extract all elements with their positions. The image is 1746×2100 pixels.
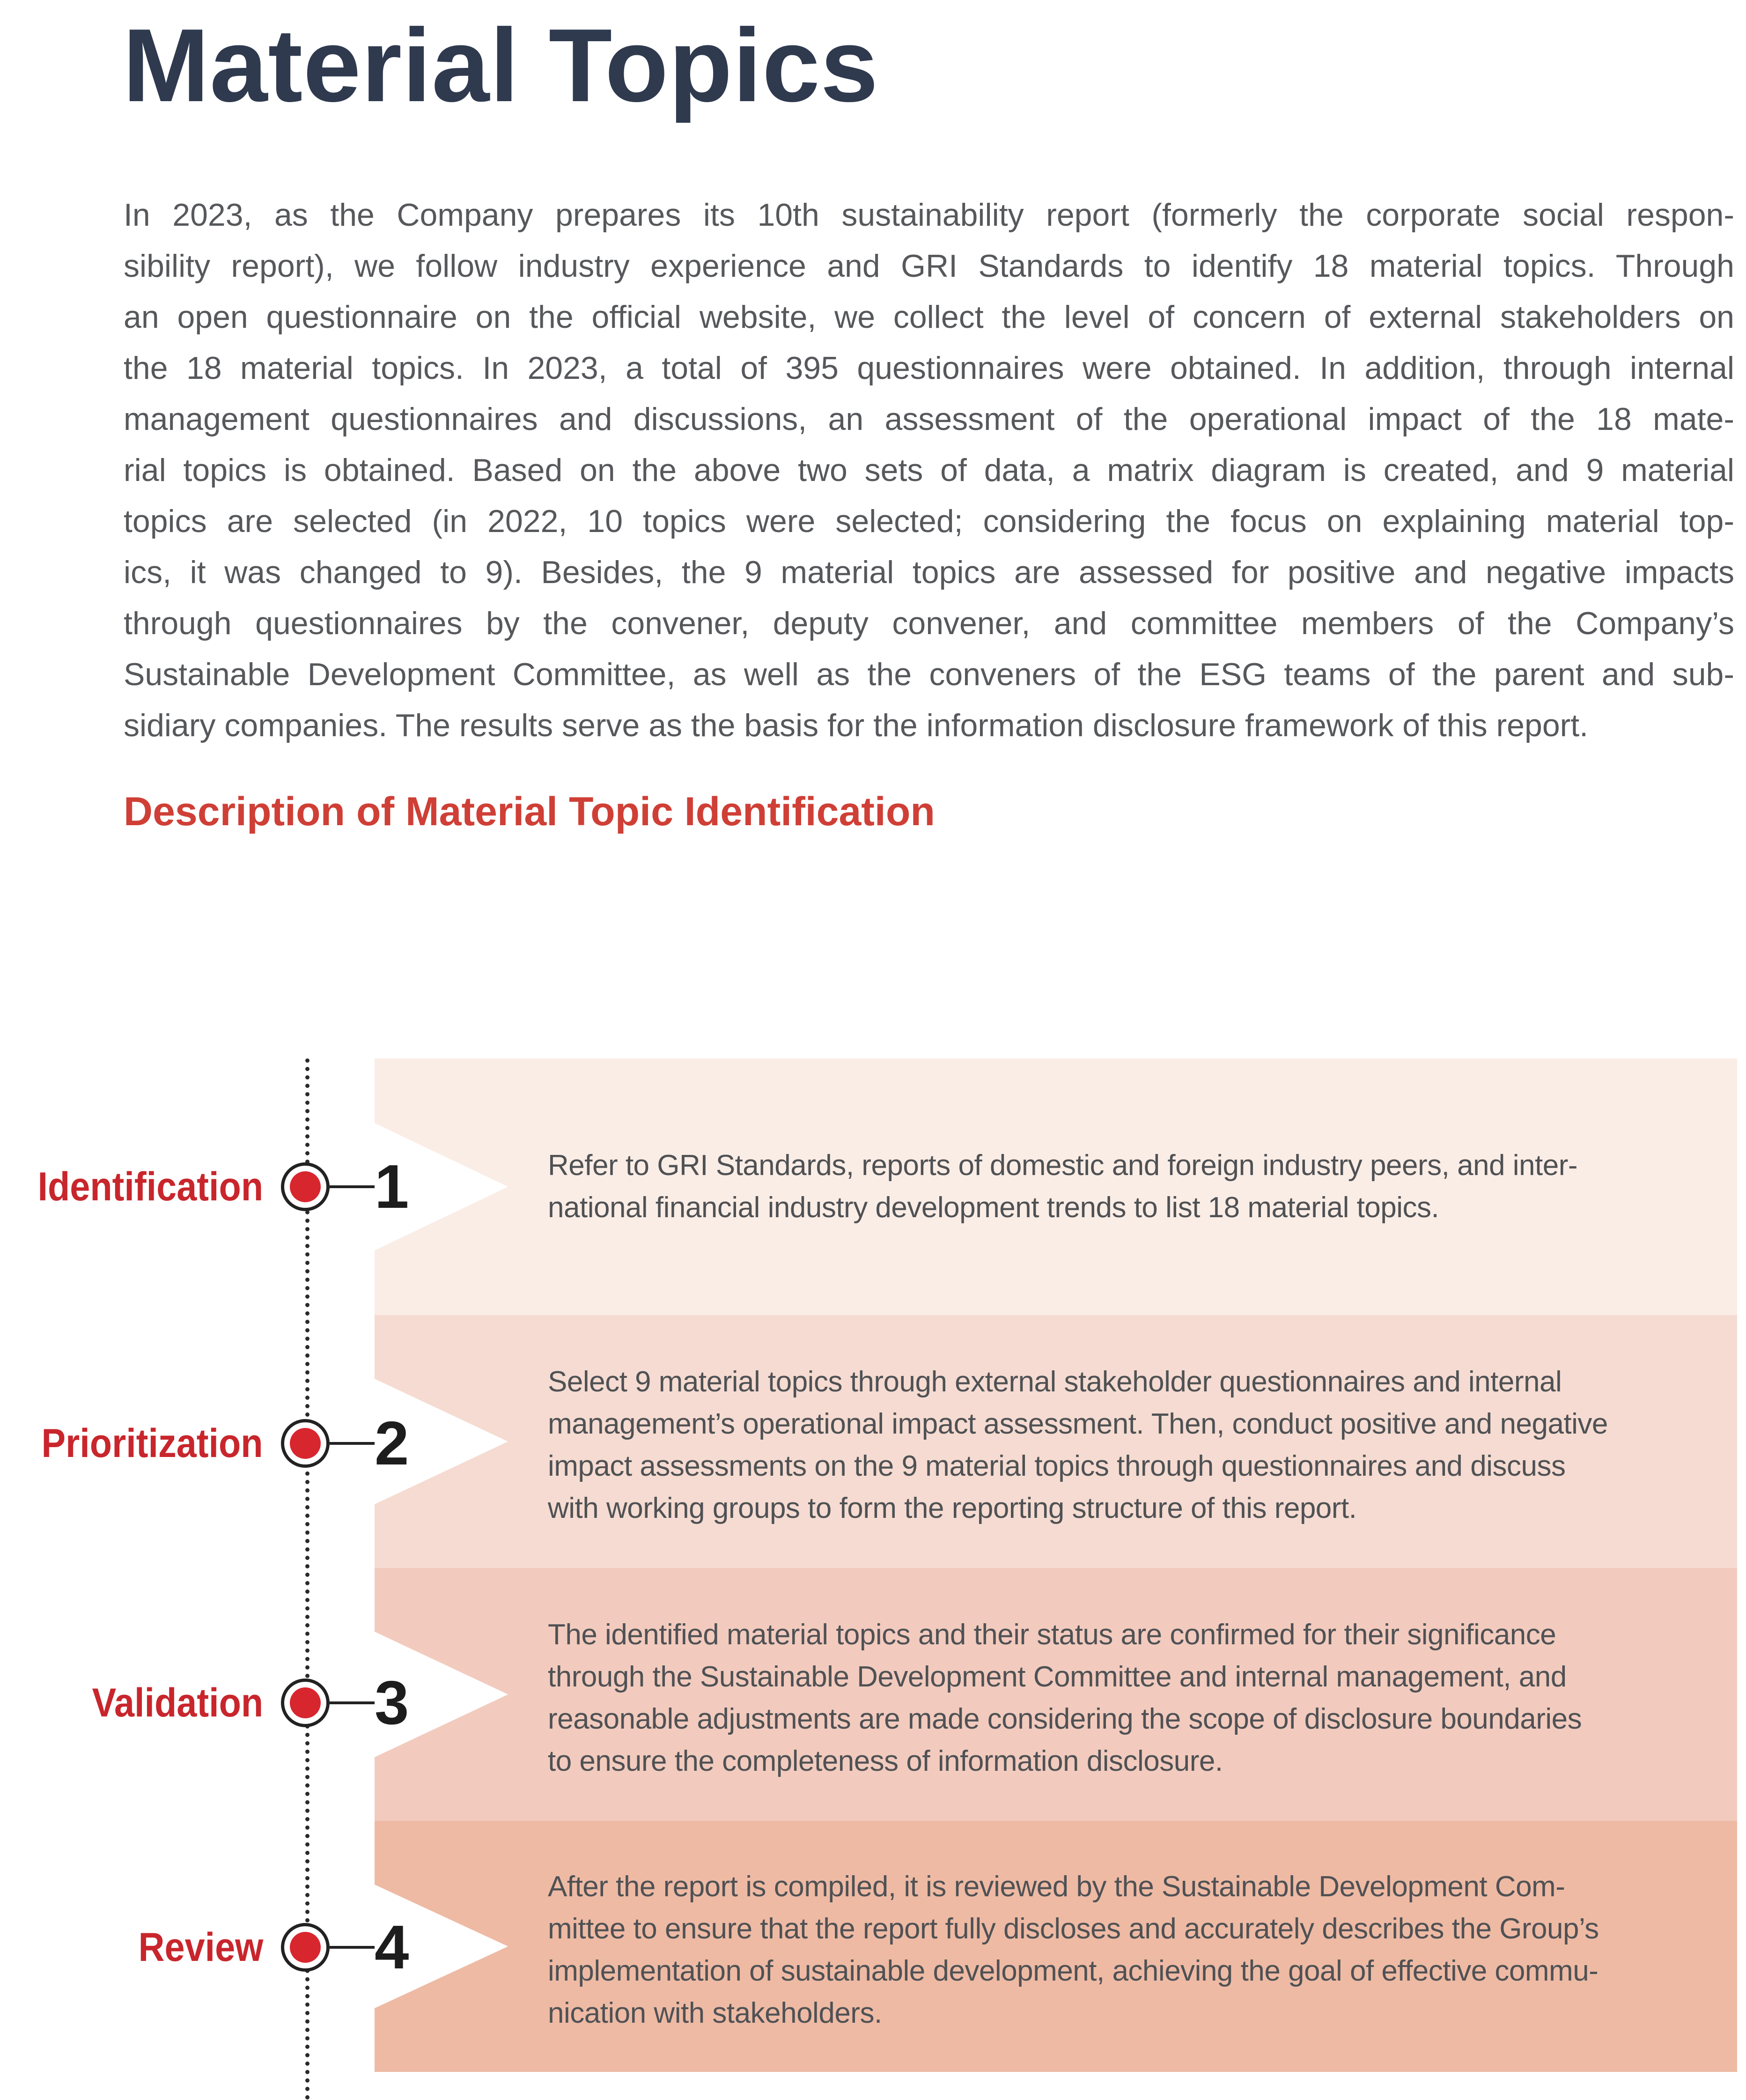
step-description-line: management’s operational impact assessment. Then, conduct positive and negative	[548, 1408, 1608, 1440]
marker-connector	[330, 1442, 375, 1445]
step-description-line: Refer to GRI Standards, reports of domestic and foreign industry peers, and inter-	[548, 1149, 1577, 1182]
step-description-line: Select 9 material topics through external stakeholder questionnaires and internal	[548, 1366, 1562, 1398]
step-description-line: with working groups to form the reporting structure of this report.	[548, 1492, 1357, 1524]
intro-line: rial topics is obtained. Based on the above two sets of data, a matrix diagram is created, and 9 material	[124, 452, 1734, 488]
step-description-line: nication with stakeholders.	[548, 1997, 882, 2029]
step-description	[548, 1361, 1700, 1530]
step-description	[548, 1614, 1700, 1782]
step-description-line: The identified material topics and their status are confirmed for their significance	[548, 1619, 1556, 1651]
marker-connector	[330, 1185, 375, 1188]
intro-line: sidiary companies. The results serve as the basis for the information disclosure framework of this report.	[124, 708, 1589, 743]
step-number: 2	[375, 1409, 409, 1478]
step-description-line: national financial industry development trends to list 18 material topics.	[548, 1191, 1439, 1224]
intro-line: sibility report), we follow industry experience and GRI Standards to identify 18 material topics. Through	[124, 248, 1734, 284]
intro-line: the 18 material topics. In 2023, a total of 395 questionnaires were obtained. In addition, through internal	[124, 350, 1734, 386]
section-subheading: Description of Material Topic Identification	[124, 789, 935, 834]
intro-paragraph	[124, 190, 1734, 751]
marker-dot	[290, 1428, 321, 1459]
timeline-marker	[281, 1679, 330, 1727]
marker-dot	[290, 1932, 321, 1963]
step-description-line: to ensure the completeness of information disclosure.	[548, 1745, 1223, 1777]
stage-label-prioritization: Prioritization	[41, 1421, 263, 1466]
page-title: Material Topics	[123, 7, 879, 124]
step-number: 1	[375, 1152, 409, 1221]
timeline-marker	[281, 1419, 330, 1468]
intro-line: an open questionnaire on the official website, we collect the level of concern of external stakeholders on	[124, 299, 1734, 335]
marker-connector	[330, 1701, 375, 1704]
step-band-review	[375, 1821, 1737, 2072]
step-band-prioritization	[375, 1315, 1737, 1568]
timeline-marker	[281, 1162, 330, 1211]
step-description-line: After the report is compiled, it is reviewed by the Sustainable Development Com-	[548, 1871, 1565, 1903]
stage-label-review: Review	[138, 1925, 263, 1970]
timeline-marker	[281, 1923, 330, 1972]
step-description-line: implementation of sustainable development, achieving the goal of effective commu-	[548, 1955, 1599, 1987]
marker-dot	[290, 1687, 321, 1718]
stage-label-identification: Identification	[37, 1164, 263, 1209]
step-description	[548, 1145, 1700, 1229]
stage-label-validation: Validation	[92, 1680, 263, 1725]
step-number: 3	[375, 1668, 409, 1737]
intro-line: management questionnaires and discussions, an assessment of the operational impact of the 18 mate-	[124, 401, 1734, 437]
intro-line: In 2023, as the Company prepares its 10th sustainability report (formerly the corporate social respon-	[124, 197, 1734, 233]
step-description-line: mittee to ensure that the report fully discloses and accurately describes the Group’s	[548, 1913, 1599, 1945]
marker-connector	[330, 1946, 375, 1949]
step-band-validation	[375, 1568, 1737, 1821]
step-description-line: through the Sustainable Development Committee and internal management, and	[548, 1661, 1567, 1693]
intro-line: Sustainable Development Committee, as well as the conveners of the ESG teams of the parent and sub-	[124, 657, 1734, 692]
intro-line: ics, it was changed to 9). Besides, the 9 material topics are assessed for positive and negative impacts	[124, 555, 1734, 590]
intro-line: topics are selected (in 2022, 10 topics were selected; considering the focus on explaining material top-	[124, 503, 1734, 539]
intro-line: through questionnaires by the convener, deputy convener, and committee members of the Company’s	[124, 606, 1734, 641]
step-description-line: reasonable adjustments are made considering the scope of disclosure boundaries	[548, 1703, 1582, 1735]
step-description	[548, 1866, 1700, 2034]
marker-dot	[290, 1171, 321, 1202]
step-number: 4	[375, 1913, 409, 1982]
step-description-line: impact assessments on the 9 material topics through questionnaires and discuss	[548, 1450, 1566, 1482]
step-band-identification	[375, 1058, 1737, 1315]
